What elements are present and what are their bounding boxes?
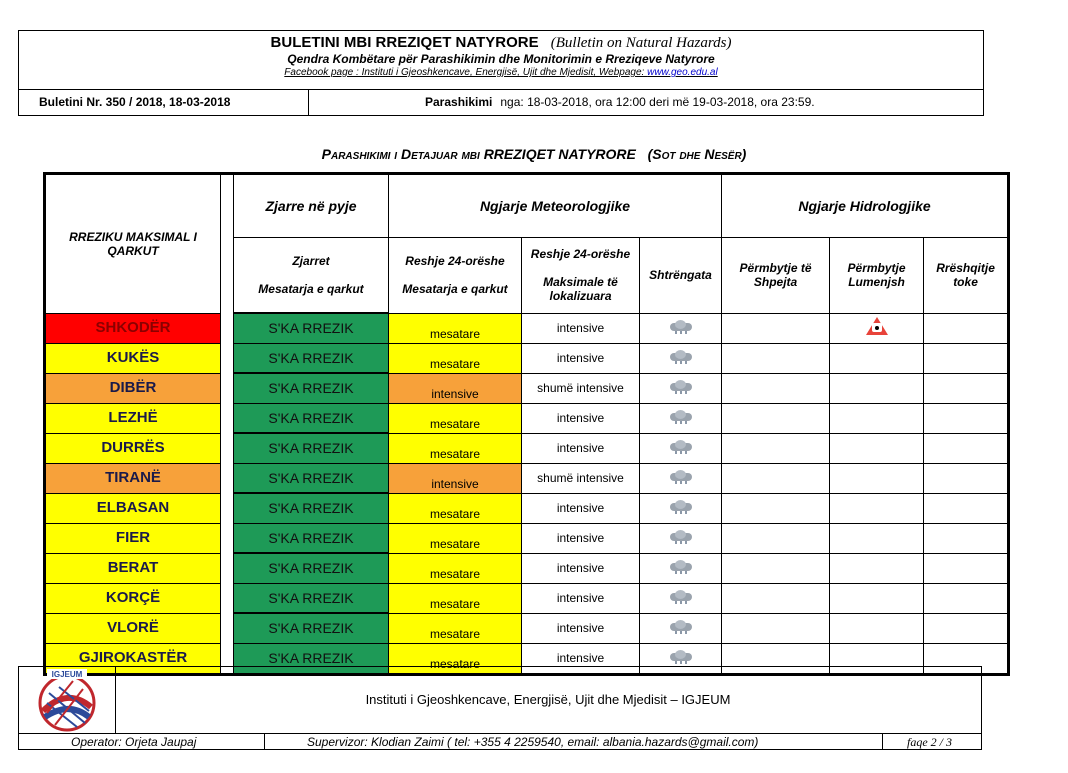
flash-flood-cell (722, 523, 830, 553)
table-body (45, 313, 1009, 674)
flash-flood-cell (722, 463, 830, 493)
bulletin-title (19, 34, 983, 52)
storm-cell (640, 313, 722, 343)
forecast-period-text: nga: 18-03-2018, ora 12:00 deri më 19-03-2018, ora 23:59. (500, 95, 815, 109)
forecast-label: Parashikimi (425, 95, 493, 109)
table-row (45, 313, 1009, 343)
gap-cell (221, 433, 234, 463)
rain-max-cell (522, 433, 640, 463)
river-flood-cell (830, 403, 924, 433)
region-cell (45, 583, 221, 613)
landslide-cell (924, 523, 1009, 553)
table-row (45, 523, 1009, 553)
table-row (45, 403, 1009, 433)
storm-col-header: Shtrëngata (640, 238, 722, 314)
storm-cell (640, 523, 722, 553)
fire-cell (234, 403, 389, 433)
logo-globe-icon (19, 667, 115, 733)
fire-cell (234, 463, 389, 493)
region-cell (45, 403, 221, 433)
region-cell (45, 613, 221, 643)
fire-value: S'KA RREZIK (268, 500, 354, 517)
meteo-group-header: Ngjarje Meteorologjike (389, 174, 722, 238)
region-name: FIER (115, 529, 151, 546)
fire-cell (234, 313, 389, 343)
rain-cloud-icon (670, 350, 692, 362)
divider (264, 733, 265, 750)
fire-value: S'KA RREZIK (268, 409, 354, 426)
region-cell (45, 523, 221, 553)
rain-max-value: intensive (556, 501, 605, 515)
gap-cell (221, 583, 234, 613)
footer (18, 666, 982, 750)
rain-avg-value: mesatare (429, 446, 481, 461)
fire-value: S'KA RREZIK (268, 440, 354, 457)
gap-cell (221, 553, 234, 583)
storm-cell (640, 343, 722, 373)
rain-cloud-icon (670, 620, 692, 632)
rain-max-value: intensive (556, 561, 605, 575)
region-cell (45, 313, 221, 343)
gap-cell (221, 343, 234, 373)
river-flood-cell (830, 493, 924, 523)
river-flood-cell (830, 583, 924, 613)
facebook-text: Facebook page : Instituti i Gjeoshkencave, Energjisë, Ujit dhe Mjedisit, Webpage: (284, 67, 648, 78)
river-flood-cell (830, 613, 924, 643)
table-row (45, 463, 1009, 493)
rain-cloud-icon (670, 320, 692, 332)
rain-avg-cell (389, 583, 522, 613)
hydro-group-header: Ngjarje Hidrologjike (722, 174, 1009, 238)
rain-max-cell (522, 313, 640, 343)
rain-cloud-icon (670, 650, 692, 662)
landslide-cell (924, 553, 1009, 583)
fire-cell (234, 493, 389, 523)
rain-avg-cell (389, 553, 522, 583)
table-row (45, 553, 1009, 583)
divider (882, 733, 883, 750)
webpage-link[interactable]: www.geo.edu.al (647, 67, 718, 78)
gap-cell (221, 463, 234, 493)
rain-max-cell (522, 613, 640, 643)
title-text: BULETINI MBI RREZIQET NATYRORE (270, 34, 539, 51)
gap-column (221, 174, 234, 314)
landslide-cell (924, 613, 1009, 643)
rain-max-value: shumë intensive (537, 381, 624, 395)
table-row (45, 373, 1009, 403)
region-name: DIBËR (109, 379, 157, 396)
divider (19, 733, 981, 734)
rain-max-title: Reshje 24-orëshe (530, 247, 631, 262)
fire-cell (234, 553, 389, 583)
rain-avg-cell (389, 433, 522, 463)
gap-cell (221, 493, 234, 523)
rain-max-value: intensive (556, 651, 605, 665)
page-number: faqe 2 / 3 (907, 735, 952, 749)
fire-value: S'KA RREZIK (268, 469, 354, 486)
river-flood-cell (830, 433, 924, 463)
section-title-part1: Parashikimi i Detajuar mbi (321, 146, 484, 162)
storm-cell (640, 613, 722, 643)
rain-cloud-icon (670, 380, 692, 392)
storm-cell (640, 463, 722, 493)
region-cell (45, 433, 221, 463)
rain-max-value: intensive (556, 531, 605, 545)
rain-max-value: intensive (556, 351, 605, 365)
rain-avg-value: intensive (431, 476, 479, 491)
table-row (45, 493, 1009, 523)
institute-name: Instituti i Gjeoshkencave, Energjisë, Ujit dhe Mjedisit – IGJEUM (365, 692, 731, 707)
rain-max-value: shumë intensive (537, 471, 624, 485)
river-flood-col-header: Përmbytje Lumenjsh (830, 238, 924, 314)
region-name: ELBASAN (96, 499, 170, 516)
river-flood-cell (830, 463, 924, 493)
rain-max-cell (522, 403, 640, 433)
rain-avg-cell (389, 373, 522, 403)
section-title (0, 146, 1068, 162)
rain-cloud-icon (670, 500, 692, 512)
storm-cell (640, 433, 722, 463)
fire-cell (234, 433, 389, 463)
fire-value: S'KA RREZIK (268, 349, 354, 366)
landslide-cell (924, 403, 1009, 433)
rain-avg-value: mesatare (429, 416, 481, 431)
rain-avg-value: mesatare (429, 566, 481, 581)
region-name: LEZHË (108, 409, 158, 426)
flash-flood-col-header: Përmbytje të Shpejta (722, 238, 830, 314)
storm-cell (640, 403, 722, 433)
gap-cell (221, 523, 234, 553)
region-cell (45, 343, 221, 373)
flash-flood-cell (722, 493, 830, 523)
fire-col-sub: Mesatarja e qarkut (258, 282, 364, 296)
flash-flood-cell (722, 403, 830, 433)
fire-value: S'KA RREZIK (268, 589, 354, 606)
rain-max-cell (522, 493, 640, 523)
facebook-line (19, 67, 983, 78)
rain-avg-cell (389, 613, 522, 643)
storm-cell (640, 583, 722, 613)
divider (308, 89, 309, 116)
rain-avg-value: mesatare (429, 656, 481, 671)
rain-max-cell (522, 343, 640, 373)
region-name: BERAT (107, 559, 159, 576)
rain-cloud-icon (670, 530, 692, 542)
rain-avg-title: Reshje 24-orëshe (405, 254, 505, 269)
rain-avg-cell (389, 343, 522, 373)
fire-value: S'KA RREZIK (268, 529, 354, 546)
landslide-col-header: Rrëshqitje toke (924, 238, 1009, 314)
fire-cell (234, 523, 389, 553)
rain-cloud-icon (670, 410, 692, 422)
flash-flood-cell (722, 433, 830, 463)
region-cell (45, 493, 221, 523)
fire-cell (234, 373, 389, 403)
landslide-cell (924, 313, 1009, 343)
rain-max-cell (522, 523, 640, 553)
rain-cloud-icon (670, 590, 692, 602)
storm-cell (640, 553, 722, 583)
forecast-period (425, 95, 815, 109)
rain-avg-cell (389, 313, 522, 343)
bulletin-header (18, 30, 984, 116)
rain-max-cell (522, 583, 640, 613)
river-flood-cell (830, 313, 924, 343)
region-name: DURRËS (101, 439, 165, 456)
rain-avg-value: mesatare (429, 506, 481, 521)
river-flood-cell (830, 373, 924, 403)
rain-avg-value: mesatare (429, 326, 481, 341)
rain-max-cell (522, 463, 640, 493)
region-cell (45, 373, 221, 403)
region-name: KUKËS (106, 349, 160, 366)
region-cell (45, 463, 221, 493)
rain-max-value: intensive (556, 621, 605, 635)
fire-value: S'KA RREZIK (268, 380, 354, 397)
region-header: RREZIKU MAKSIMAL I QARKUT (45, 174, 221, 314)
rain-cloud-icon (670, 470, 692, 482)
fire-value: S'KA RREZIK (268, 620, 354, 637)
rain-avg-col-header (389, 238, 522, 314)
igjeum-logo (19, 667, 116, 733)
logo-text: IGJEUM (51, 670, 83, 679)
river-flood-cell (830, 343, 924, 373)
rain-max-cell (522, 553, 640, 583)
region-name: GJIROKASTËR (78, 649, 188, 666)
rain-max-value: intensive (556, 321, 605, 335)
landslide-cell (924, 463, 1009, 493)
landslide-cell (924, 583, 1009, 613)
rain-avg-value: mesatare (429, 596, 481, 611)
flash-flood-cell (722, 373, 830, 403)
river-flood-cell (830, 523, 924, 553)
rain-avg-cell (389, 463, 522, 493)
gap-cell (221, 313, 234, 343)
landslide-cell (924, 433, 1009, 463)
flash-flood-cell (722, 553, 830, 583)
operator: Operator: Orjeta Jaupaj (71, 735, 197, 749)
rain-max-sub: Maksimale të lokalizuara (543, 275, 618, 304)
rain-avg-value: mesatare (429, 626, 481, 641)
rain-avg-value: intensive (431, 386, 479, 401)
rain-avg-cell (389, 523, 522, 553)
rain-max-value: intensive (556, 591, 605, 605)
rain-avg-cell (389, 493, 522, 523)
table-row (45, 433, 1009, 463)
landslide-cell (924, 343, 1009, 373)
section-title-part3: (Sot dhe Nesër) (647, 146, 747, 162)
region-name: VLORË (107, 619, 159, 636)
rain-cloud-icon (670, 440, 692, 452)
flash-flood-cell (722, 613, 830, 643)
section-title-part2: RREZIQET NATYRORE (483, 146, 636, 162)
fire-value: S'KA RREZIK (268, 560, 354, 577)
gap-cell (221, 613, 234, 643)
rain-avg-sub: Mesatarja e qarkut (402, 282, 508, 297)
rain-max-cell (522, 373, 640, 403)
flash-flood-cell (722, 583, 830, 613)
fire-value: S'KA RREZIK (268, 650, 354, 666)
fire-cell (234, 343, 389, 373)
flash-flood-cell (722, 313, 830, 343)
fire-group-header: Zjarre në pyje (234, 174, 389, 238)
rain-avg-value: mesatare (429, 536, 481, 551)
table-row (45, 343, 1009, 373)
rain-max-value: intensive (556, 441, 605, 455)
region-name: SHKODËR (95, 319, 171, 336)
gap-cell (221, 403, 234, 433)
table-row (45, 613, 1009, 643)
rain-avg-value: mesatare (429, 356, 481, 371)
fire-cell (234, 613, 389, 643)
gap-cell (221, 373, 234, 403)
flood-warning-icon (866, 317, 888, 335)
bulletin-number: Buletini Nr. 350 / 2018, 18-03-2018 (39, 95, 231, 109)
fire-cell (234, 583, 389, 613)
rain-max-value: intensive (556, 411, 605, 425)
rain-max-col-header (522, 238, 640, 314)
region-name: KORÇË (105, 589, 161, 606)
storm-cell (640, 493, 722, 523)
landslide-cell (924, 493, 1009, 523)
river-flood-cell (830, 553, 924, 583)
fire-value: S'KA RREZIK (268, 320, 354, 337)
fire-col-header (234, 238, 389, 314)
bulletin-subtitle: Qendra Kombëtare për Parashikimin dhe Monitorimin e Rreziqeve Natyrore (287, 52, 715, 66)
divider (19, 89, 983, 90)
fire-col-title: Zjarret (292, 254, 330, 268)
supervisor: Supervizor: Klodian Zaimi ( tel: +355 4 2259540, email: albania.hazards@gmail.com) (307, 735, 759, 749)
landslide-cell (924, 373, 1009, 403)
storm-cell (640, 373, 722, 403)
region-name: TIRANË (105, 469, 161, 486)
rain-avg-cell (389, 403, 522, 433)
hazard-table (43, 172, 1010, 676)
rain-cloud-icon (670, 560, 692, 572)
table-row (45, 583, 1009, 613)
region-cell (45, 553, 221, 583)
title-english: (Bulletin on Natural Hazards) (550, 35, 732, 51)
flash-flood-cell (722, 343, 830, 373)
